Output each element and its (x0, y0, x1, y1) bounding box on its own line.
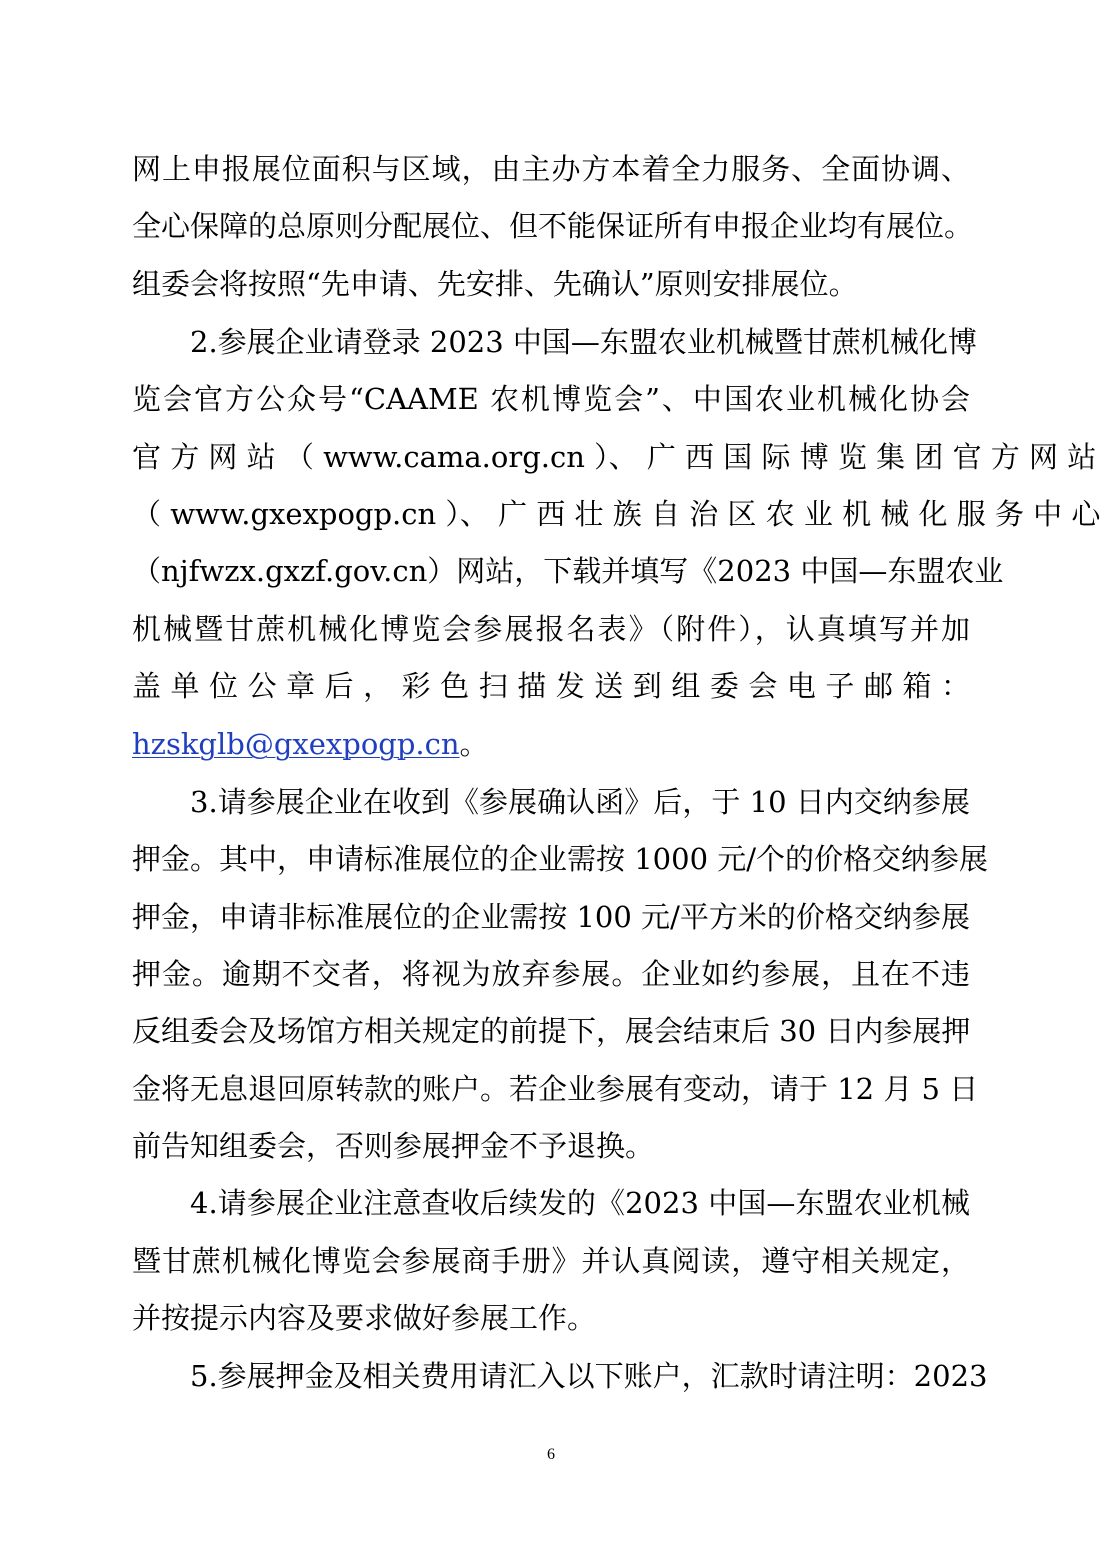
text-line: （ www.gxexpogp.cn ）、 广 西 壮 族 自 治 区 农 业 机 械 化 服 务 中 心 (132, 497, 1101, 531)
text-line: 览会官方公众号“CAAME 农机博览会”、中国农业机械化协会 (132, 382, 970, 416)
text-line: 全心保障的总原则分配展位、但不能保证所有申报企业均有展位。 (132, 209, 974, 243)
text-line: 押金。其中，申请标准展位的企业需按 1000 元/个的价格交纳参展 (132, 842, 989, 876)
text-line: 机械暨甘蔗机械化博览会参展报名表》（附件），认真填写并加 (132, 612, 970, 646)
email-line (132, 724, 970, 764)
text-line: 暨甘蔗机械化博览会参展商手册》并认真阅读，遵守相关规定， (132, 1244, 970, 1278)
text-line: 押金。逾期不交者，将视为放弃参展。企业如约参展，且在不违 (132, 957, 970, 991)
text-line: 网上申报展位面积与区域，由主办方本着全力服务、全面协调、 (132, 152, 970, 186)
page-number: 6 (547, 1446, 555, 1463)
text-line: 组委会将按照“先申请、先安排、先确认”原则安排展位。 (132, 267, 858, 301)
text-line: 官 方 网 站 （ www.cama.org.cn ）、 广 西 国 际 博 览 集 团 官 方 网 站 (132, 440, 1097, 474)
text-line: 4.请参展企业注意查收后续发的《2023 中国—东盟农业机械 (190, 1186, 970, 1220)
text-line: 反组委会及场馆方相关规定的前提下，展会结束后 30 日内参展押 (132, 1014, 971, 1048)
text-line: 5.参展押金及相关费用请汇入以下账户，汇款时请注明：2023 (190, 1359, 988, 1393)
text-line: 押金，申请非标准展位的企业需按 100 元/平方米的价格交纳参展 (132, 900, 970, 934)
text-line: 前告知组委会，否则参展押金不予退换。 (132, 1129, 655, 1163)
text-line: 2.参展企业请登录 2023 中国—东盟农业机械暨甘蔗机械化博 (190, 325, 977, 359)
text-line: 盖 单 位 公 章 后 ， 彩 色 扫 描 发 送 到 组 委 会 电 子 邮 箱 ： (132, 669, 970, 703)
period: 。 (459, 727, 489, 761)
text-line: 并按提示内容及要求做好参展工作。 (132, 1301, 597, 1335)
text-line: （njfwzx.gxzf.gov.cn）网站，下载并填写《2023 中国—东盟农业 (132, 554, 1004, 588)
text-line: 3.请参展企业在收到《参展确认函》后，于 10 日内交纳参展 (190, 785, 970, 819)
text-line: 金将无息退回原转款的账户。若企业参展有变动，请于 12 月 5 日 (132, 1072, 979, 1106)
email-link[interactable]: hzskglb@gxexpogp.cn (132, 727, 460, 761)
